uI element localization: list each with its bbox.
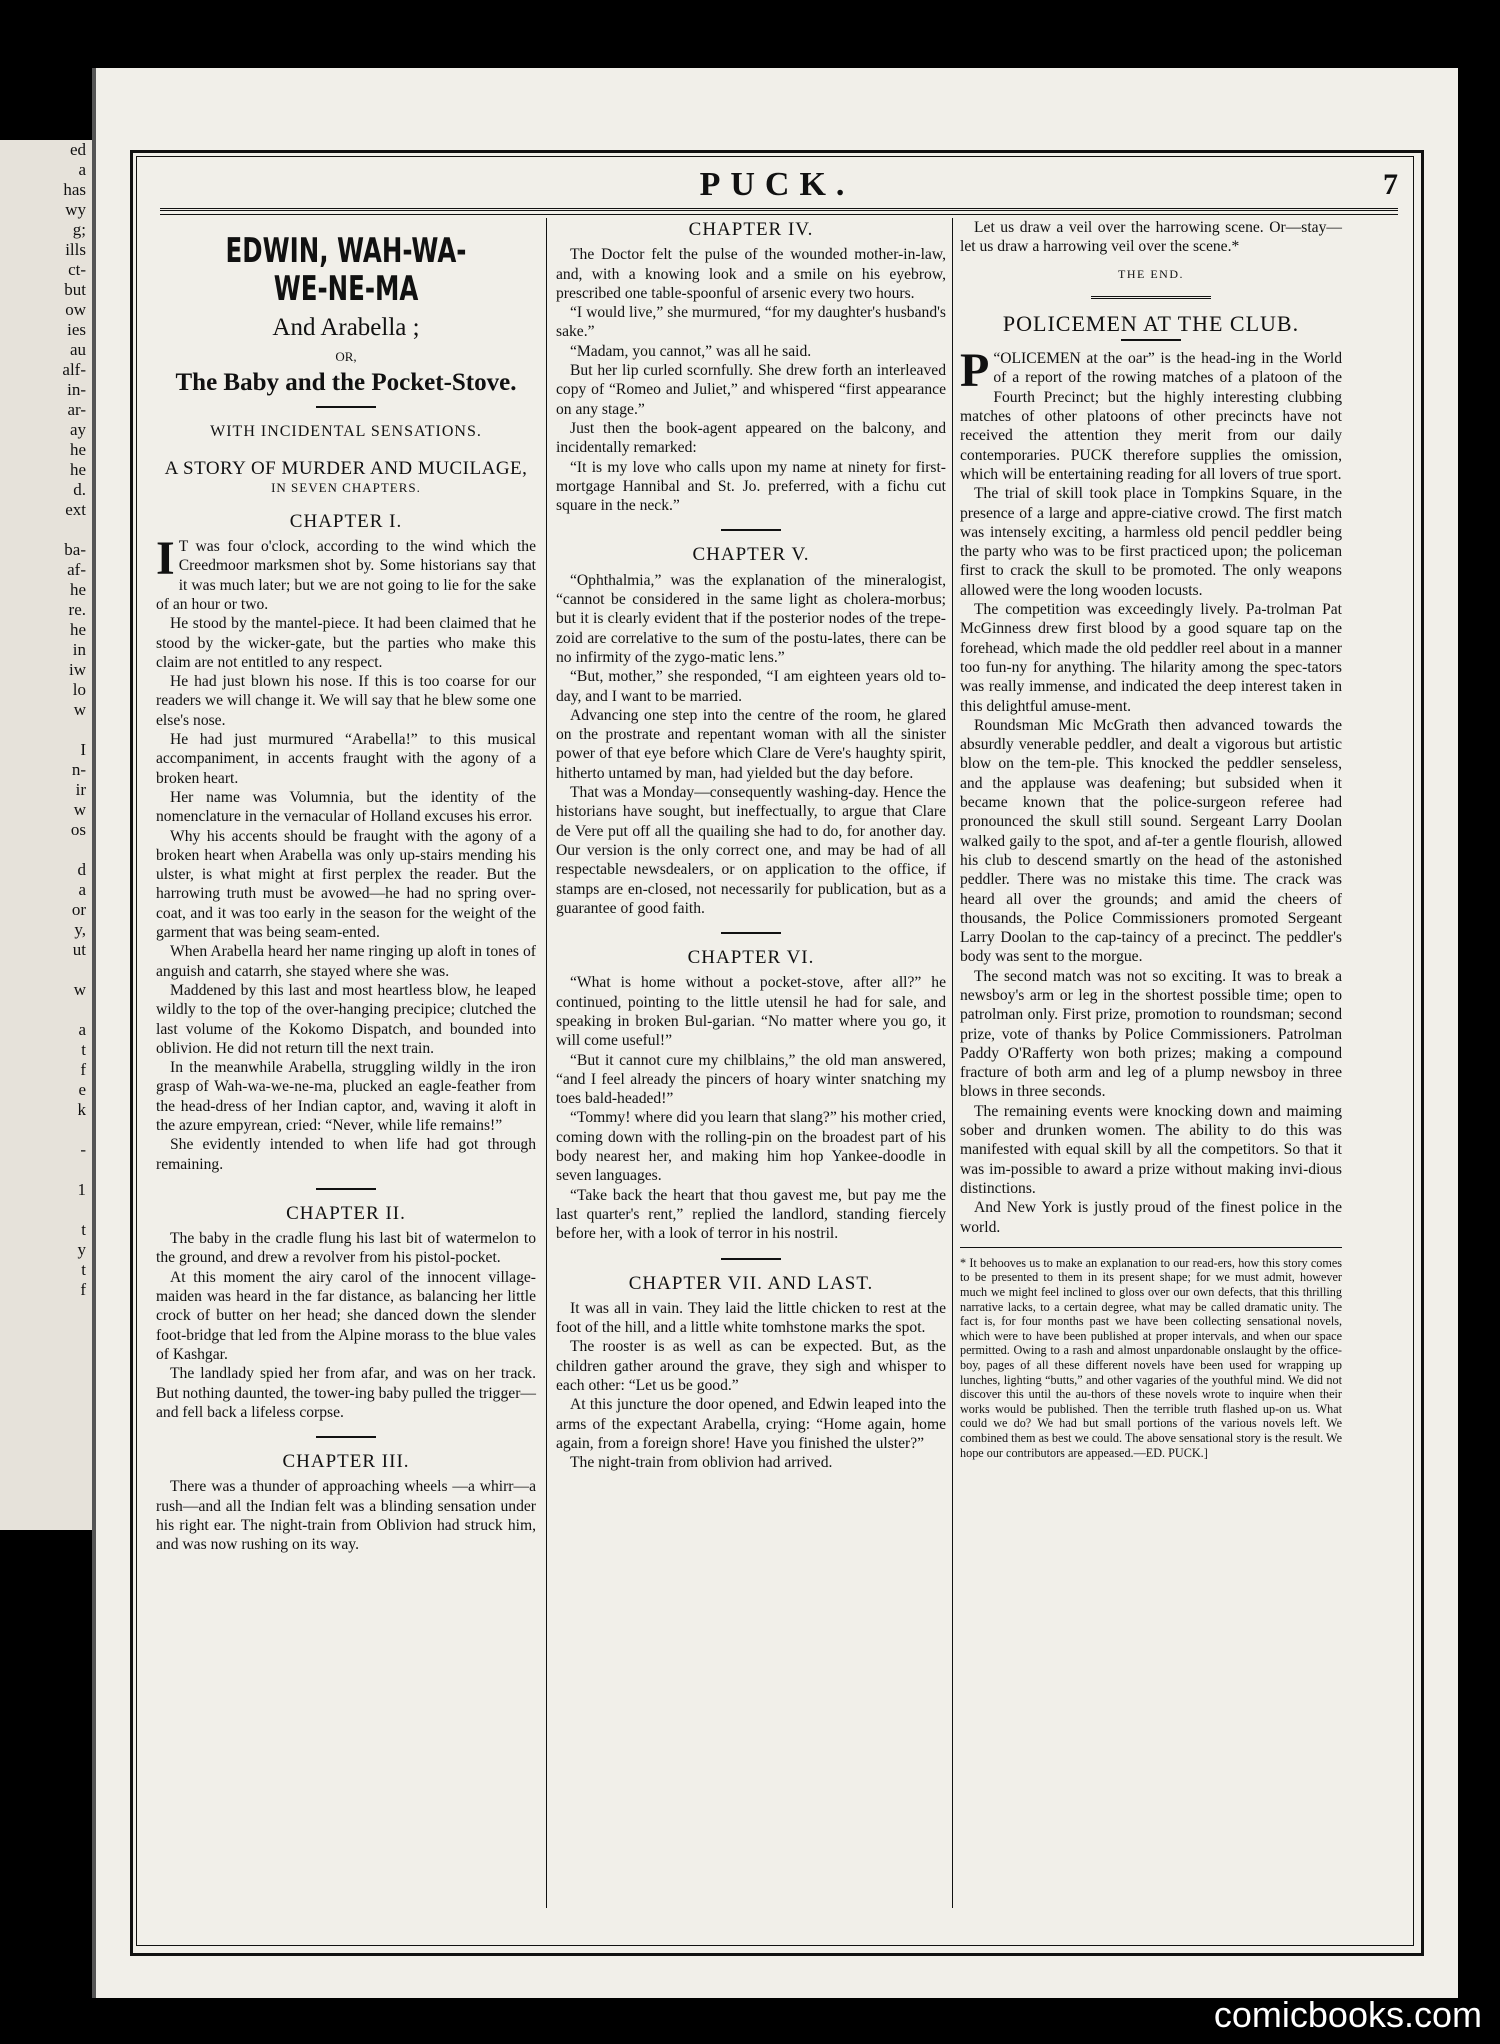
edge-fragment: but xyxy=(64,280,86,299)
edge-fragment: ills xyxy=(65,240,86,259)
edge-fragment xyxy=(0,1000,92,1020)
edge-fragment: in xyxy=(72,640,86,659)
chapter-2-body xyxy=(156,1229,536,1422)
edge-fragment: t xyxy=(81,1040,86,1059)
paragraph: “But, mother,” she responded, “I am eighteen years old to-day, and I want to be married. xyxy=(556,668,946,705)
paragraph: The trial of skill took place in Tompkins Square, in the presence of a large and appre-ciative crowd. The first match was intensely exciting, a harmless old pencil peddler being the party who was to be first practiced upon; the policeman first to crack the skull to be promoted. The only weapons allowed were the long wooden locusts. xyxy=(960,485,1342,599)
edge-fragment: t xyxy=(81,1220,86,1239)
paragraph: Maddened by this last and most heartless blow, he leaped wildly to the top of the over-hanging precipice; clutched the last volume of the Kokomo Dispatch, and bounded into oblivion. He did not return till the next train. xyxy=(156,981,536,1057)
edge-fragment xyxy=(0,1160,92,1180)
chapter-heading: CHAPTER III. xyxy=(282,1451,410,1473)
edge-fragment xyxy=(0,960,92,980)
paragraph: The competition was exceedingly lively. Pa-trolman Pat McGinness drew first blood by a good square tap on the forehead, which made the old peddler reel about in a manner too fun-ny for anything. The hilarity among the spec-tators was really immense, and indicated the deep interest taken in this delightful amuse-ment. xyxy=(960,601,1342,715)
paragraph: The Doctor felt the pulse of the wounded mother-in-law, and, with a knowing look and a smile on his eyebrow, prescribed one table-spoonful of arsenic every two hours. xyxy=(556,246,946,302)
chapter-3-body xyxy=(156,1477,536,1554)
edge-fragment: he xyxy=(69,460,86,479)
edge-fragment: os xyxy=(70,820,86,839)
header-rule xyxy=(160,208,1398,215)
story-title: EDWIN, WAH-WA-WE-NE-MA xyxy=(225,231,467,309)
paragraph: She evidently intended to when life had got through remaining. xyxy=(156,1136,536,1173)
edge-fragment: he xyxy=(69,440,86,459)
paragraph: He had just blown his nose. If this is too coarse for our readers we will change it. We will say that he blew some one else's nose. xyxy=(156,673,536,729)
adjacent-page-edge xyxy=(0,140,92,1530)
paragraph: “I would live,” she murmured, “for my daughter's husband's sake.” xyxy=(556,304,946,341)
edge-fragment: re. xyxy=(68,600,86,619)
footnote-rule xyxy=(960,1247,1342,1248)
edge-fragment: 1 xyxy=(77,1180,86,1199)
divider xyxy=(1091,296,1211,302)
edge-fragment: wy xyxy=(65,200,86,219)
paragraph: It was all in vain. They laid the little chicken to rest at the foot of the hill, and a little white tomhstone marks the spot. xyxy=(556,1299,946,1337)
paragraph: There was a thunder of approaching wheels —a whirr—a rush—and all the Indian felt was a blinding sensation under his right ear. The night-train from Oblivion had struck him, and was now rushing on its way. xyxy=(156,1478,536,1554)
column-2 xyxy=(556,218,946,1473)
edge-fragment: lo xyxy=(72,680,86,699)
divider xyxy=(1121,339,1181,341)
paragraph: The remaining events were knocking down and maiming sober and drunken women. The ability to do this was manifested with equal skill by all the competitors. So that it was im-possible to award a prize without making invi-dious distinctions. xyxy=(960,1102,1342,1197)
edge-fragment: ies xyxy=(67,320,86,339)
incidental-line: WITH INCIDENTAL SENSATIONS. xyxy=(210,422,482,440)
story-descriptor: A STORY OF MURDER AND MUCILAGE, xyxy=(164,458,528,480)
column-1 xyxy=(156,218,536,1555)
paragraph: “But it cannot cure my chilblains,” the old man answered, “and I feel already the pincers of hoary winter snatching my toes bald-headed!” xyxy=(556,1051,946,1108)
paragraph: “Take back the heart that thou gavest me, but pay me the last quarter's rent,” replied the landlord, standing fiercely before her, with a look of terror in his nostril. xyxy=(556,1186,946,1243)
edge-fragment: w xyxy=(73,700,86,719)
edge-fragment: d. xyxy=(73,480,86,499)
edge-fragment: ext xyxy=(65,500,86,519)
edge-fragment: I xyxy=(80,740,86,759)
chapter-5-body xyxy=(556,571,946,918)
edge-fragment: d xyxy=(77,860,86,879)
page-number: 7 xyxy=(1383,168,1398,201)
edge-fragment: ba- xyxy=(64,540,86,559)
edge-fragment: k xyxy=(77,1100,86,1119)
drop-cap: I xyxy=(156,532,175,586)
chapter-4-body xyxy=(556,245,946,515)
paragraph: That was a Monday—consequently washing-day. Hence the historians have sought, but ineffectually, to argue that Clare de Vere put off all the quailing she had to do, for another day. Our version is the only correct one, and may be had of all respectable newsdealers, or on application to the office, if stamps are en-closed, not necessarily for publication, but as a guarantee of good faith. xyxy=(556,784,946,917)
paragraph: Advancing one step into the centre of the room, he glared on the prostrate and repentant woman with all the sinister power of that eye before which Clare de Vere's haughty spirit, hitherto untamed by man, had yielded but the day before. xyxy=(556,706,946,782)
paragraph: He stood by the mantel-piece. It had been claimed that he stood by the wicker-gate, but the parties who make this claim are not entitled to any respect. xyxy=(156,615,536,671)
edge-fragment: iw xyxy=(69,660,86,679)
paragraph: The night-train from oblivion had arrived. xyxy=(570,1454,833,1472)
paragraph: “Ophthalmia,” was the explanation of the mineralogist, “cannot be considered in the same light as cholera-morbus; but it is clearly evident that if the posterior nodes of the trepe-zoid are correlative to the sum of the postu-lates, there can be no infirmity of the zygo-matic lens.” xyxy=(556,571,946,666)
edge-fragment: y xyxy=(77,1240,86,1259)
chapters-count: IN SEVEN CHAPTERS. xyxy=(271,480,421,496)
divider xyxy=(721,1258,781,1260)
edge-fragment: ow xyxy=(65,300,86,319)
divider xyxy=(721,529,781,531)
edge-fragment xyxy=(0,840,92,860)
paragraph: When Arabella heard her name ringing up aloft in tones of anguish and catarrh, she stayed where she was. xyxy=(156,943,536,980)
edge-fragment: f xyxy=(80,1280,86,1299)
paragraph: The rooster is as well as can be expected. But, as the children gather around the grave, they sigh and whisper to each other: “Let us be good.” xyxy=(556,1338,946,1395)
chapter-heading: CHAPTER VII. AND LAST. xyxy=(628,1272,874,1294)
edge-fragment: - xyxy=(80,1140,86,1159)
paragraph: Let us draw a veil over the harrowing scene. Or—stay—let us draw a harrowing veil over the scene.* xyxy=(960,219,1342,256)
paragraph: At this juncture the door opened, and Edwin leaped into the arms of the expectant Arabella, crying: “Home again, home again, from a foreign shore! Have you finished the ulster?” xyxy=(556,1396,946,1452)
paragraph: “OLICEMEN at the oar” is the head-ing in the World of a report of the rowing matches of a platoon of the Fourth Precinct; but the highly interesting clubbing matches of other platoons of other precincts have not received the attention they merit from our daily contemporaries. PUCK therefore supplies the omission, which will be entertaining reading for all lovers of true sport. xyxy=(960,350,1342,483)
magazine-page xyxy=(92,68,1458,1998)
edge-fragment: y, xyxy=(74,920,86,939)
chapter-7-body xyxy=(556,1299,946,1473)
edge-fragment: t xyxy=(81,1260,86,1279)
column-3 xyxy=(960,218,1342,1460)
paragraph: And New York is justly proud of the finest police in the world. xyxy=(960,1199,1342,1236)
edge-fragment: ir xyxy=(75,780,86,799)
chapter-1-body xyxy=(156,532,536,1174)
paragraph: But her lip curled scornfully. She drew forth an interleaved copy of “Romeo and Juliet,” and whispered “first appearance on any stage.” xyxy=(556,362,946,418)
the-end-label: THE END. xyxy=(1118,266,1184,281)
edge-fragment: a xyxy=(78,160,86,179)
article-title: POLICEMEN AT THE CLUB. xyxy=(1002,310,1300,336)
paragraph: The baby in the cradle flung his last bit of watermelon to the ground, and drew a revolver from his pistol-pocket. xyxy=(156,1230,536,1267)
paragraph: “What is home without a pocket-stove, after all?” he continued, pointing to the little utensil he had for sale, and speaking in broken Bul-garian. “No matter where you go, it will come useful!” xyxy=(556,974,946,1050)
editor-footnote: * It behooves us to make an explanation to our read-ers, how this story comes to be presented to them in its present shape; for we must admit, however much we might feel inclined to gloss over our own defects, that this thrilling narrative lacks, to a certain degree, what may be called dramatic unity. The fact is, for four months past we have been collecting sensational novels, which were to have been published at proper intervals, and when our space permitted. Owing to a rash and almost unpardonable onslaught by the office-boy, pages of all these different novels have been used for wrapping up lunches, lighting “butts,” and other vagaries of the youthful mind. We did not discover this until the au-thors of these novels wrote to inquire when their works would be published. Then the terrible truth flashed up-on us. What could we do? We had but small portions of the various novels left. We combined them as best we could. The above sensational story is the result. We hope our contributors are appeased.—ED. PUCK.] xyxy=(960,1255,1342,1460)
paragraph: The landlady spied her from afar, and was on her track. But nothing daunted, the tower-ing baby pulled the trigger—and fell back a lifeless corpse. xyxy=(156,1365,536,1421)
paragraph: Her name was Volumnia, but the identity of the nomenclature in the vernacular of Holland excuses his error. xyxy=(156,788,536,826)
column-divider xyxy=(952,218,953,1908)
paragraph: In the meanwhile Arabella, struggling wildly in the iron grasp of Wah-wa-we-ne-ma, plucked an eagle-feather from the head-dress of her Indian captor, and, waving it aloft in the azure empyrean, cried: “Never, while life remains!” xyxy=(156,1059,536,1134)
edge-fragment: f xyxy=(80,1060,86,1079)
chapter-6-body xyxy=(556,973,946,1243)
paragraph: “Tommy! where did you learn that slang?” his mother cried, coming down with the rolling-pin on the broadest part of his body nearest her, and making him hop Yankee-doodle in seven languages. xyxy=(556,1109,946,1185)
chapter-heading: CHAPTER I. xyxy=(289,510,403,532)
paragraph: “Madam, you cannot,” was all he said. xyxy=(570,342,812,360)
chapter-heading: CHAPTER V. xyxy=(692,544,810,566)
edge-fragment: g; xyxy=(72,220,86,239)
divider xyxy=(316,1436,376,1438)
edge-fragment xyxy=(0,1120,92,1140)
paragraph: T was four o'clock, according to the wind which the Creedmoor marksmen shot by. Some historians say that it was much later; but we are not going to lie for the sake of an hour or two. xyxy=(156,538,536,613)
watermark: comicbooks.com xyxy=(1213,1994,1482,2035)
paragraph: Just then the book-agent appeared on the balcony, and incidentally remarked: xyxy=(556,419,946,457)
paragraph: The second match was not so exciting. It was to break a newsboy's arm or leg in the shortest possible time; open to patrolman only. First prize, promotion to roundsman; second prize, vote of thanks by Police Commissioners. Patrolman Paddy O'Rafferty won both prizes; making a compound fracture of both arm and leg of a plump newsboy in three blows in three seconds. xyxy=(960,967,1342,1101)
edge-fragment: or xyxy=(71,900,86,919)
edge-fragment: ut xyxy=(72,940,86,959)
paragraph: Roundsman Mic McGrath then advanced towards the absurdly venerable peddler, and dealt a vigorous but artistic blow on the tem-ple. This knocked the peddler senseless, and the applause was deafening; but subsided when it became known that the police-surgeon referee had pronounced the skull still sound. Sergeant Larry Doolan walked gaily to the spot, and af-ter a gentle flourish, allowed his club to descend smartly on the head of the astonished peddler. There was no mistake this time. The crack was heard all over the grounds; and amid the cheers of thousands, the Police Commissioners promoted Sergeant Larry Doolan to the cap-taincy of a precinct. The peddler's body was sent to the morgue. xyxy=(960,716,1342,966)
edge-fragment xyxy=(0,520,92,540)
or-label: OR, xyxy=(335,349,357,365)
column-divider xyxy=(546,218,547,1908)
story-subtitle-2: The Baby and the Pocket-Stove. xyxy=(175,368,517,396)
edge-fragment: ay xyxy=(69,420,86,439)
edge-fragment xyxy=(0,1200,92,1220)
chapter-heading: CHAPTER II. xyxy=(286,1202,406,1224)
edge-fragment: e xyxy=(78,1080,86,1099)
edge-fragment: has xyxy=(63,180,86,199)
edge-fragment: a xyxy=(78,880,86,899)
police-article-body xyxy=(960,344,1342,1237)
paragraph: He had just murmured “Arabella!” to this musical accompaniment, in accents fraught with the agony of a broken heart. xyxy=(156,731,536,787)
divider xyxy=(721,932,781,934)
edge-fragment: ct- xyxy=(68,260,86,279)
edge-fragment: af- xyxy=(67,560,86,579)
paragraph: At this moment the airy carol of the innocent village-maiden was heard in the far distance, as balancing her little crock of butter on her head; she danced down the slender foot-bridge that led from the Alpine morass to the blue vales of Kashgar. xyxy=(156,1268,536,1363)
edge-fragment: alf- xyxy=(62,360,86,379)
divider xyxy=(316,406,376,408)
closing-paragraph xyxy=(960,218,1342,257)
edge-fragment: he xyxy=(69,580,86,599)
edge-fragment: ed xyxy=(69,140,86,159)
paragraph: “It is my love who calls upon my name at ninety for first-mortgage Hannibal and St. Jo. preferred, with a fichu cut square in the neck.” xyxy=(556,458,946,515)
edge-fragment: he xyxy=(69,620,86,639)
drop-cap: P xyxy=(960,344,990,398)
edge-fragment: ar- xyxy=(67,400,86,419)
chapter-heading: CHAPTER IV. xyxy=(688,219,814,240)
edge-fragment: au xyxy=(69,340,86,359)
chapter-heading: CHAPTER VI. xyxy=(687,947,815,969)
story-subtitle: And Arabella ; xyxy=(272,314,420,341)
edge-fragment: in- xyxy=(67,380,86,399)
edge-fragment: w xyxy=(73,800,86,819)
edge-fragment: w xyxy=(73,980,86,999)
edge-fragment xyxy=(0,720,92,740)
divider xyxy=(316,1188,376,1190)
edge-fragment: a xyxy=(78,1020,86,1039)
paragraph: Why his accents should be fraught with the agony of a broken heart when Arabella was only up-stairs mending his ulster, is what might at first perplex the reader. But the harrowing truth must be avowed—he had no spring over-coat, and it was too early in the season for the weight of the garment that was being seam-ented. xyxy=(156,827,536,942)
edge-fragment: n- xyxy=(71,760,86,779)
masthead-title: PUCK. xyxy=(699,166,855,203)
